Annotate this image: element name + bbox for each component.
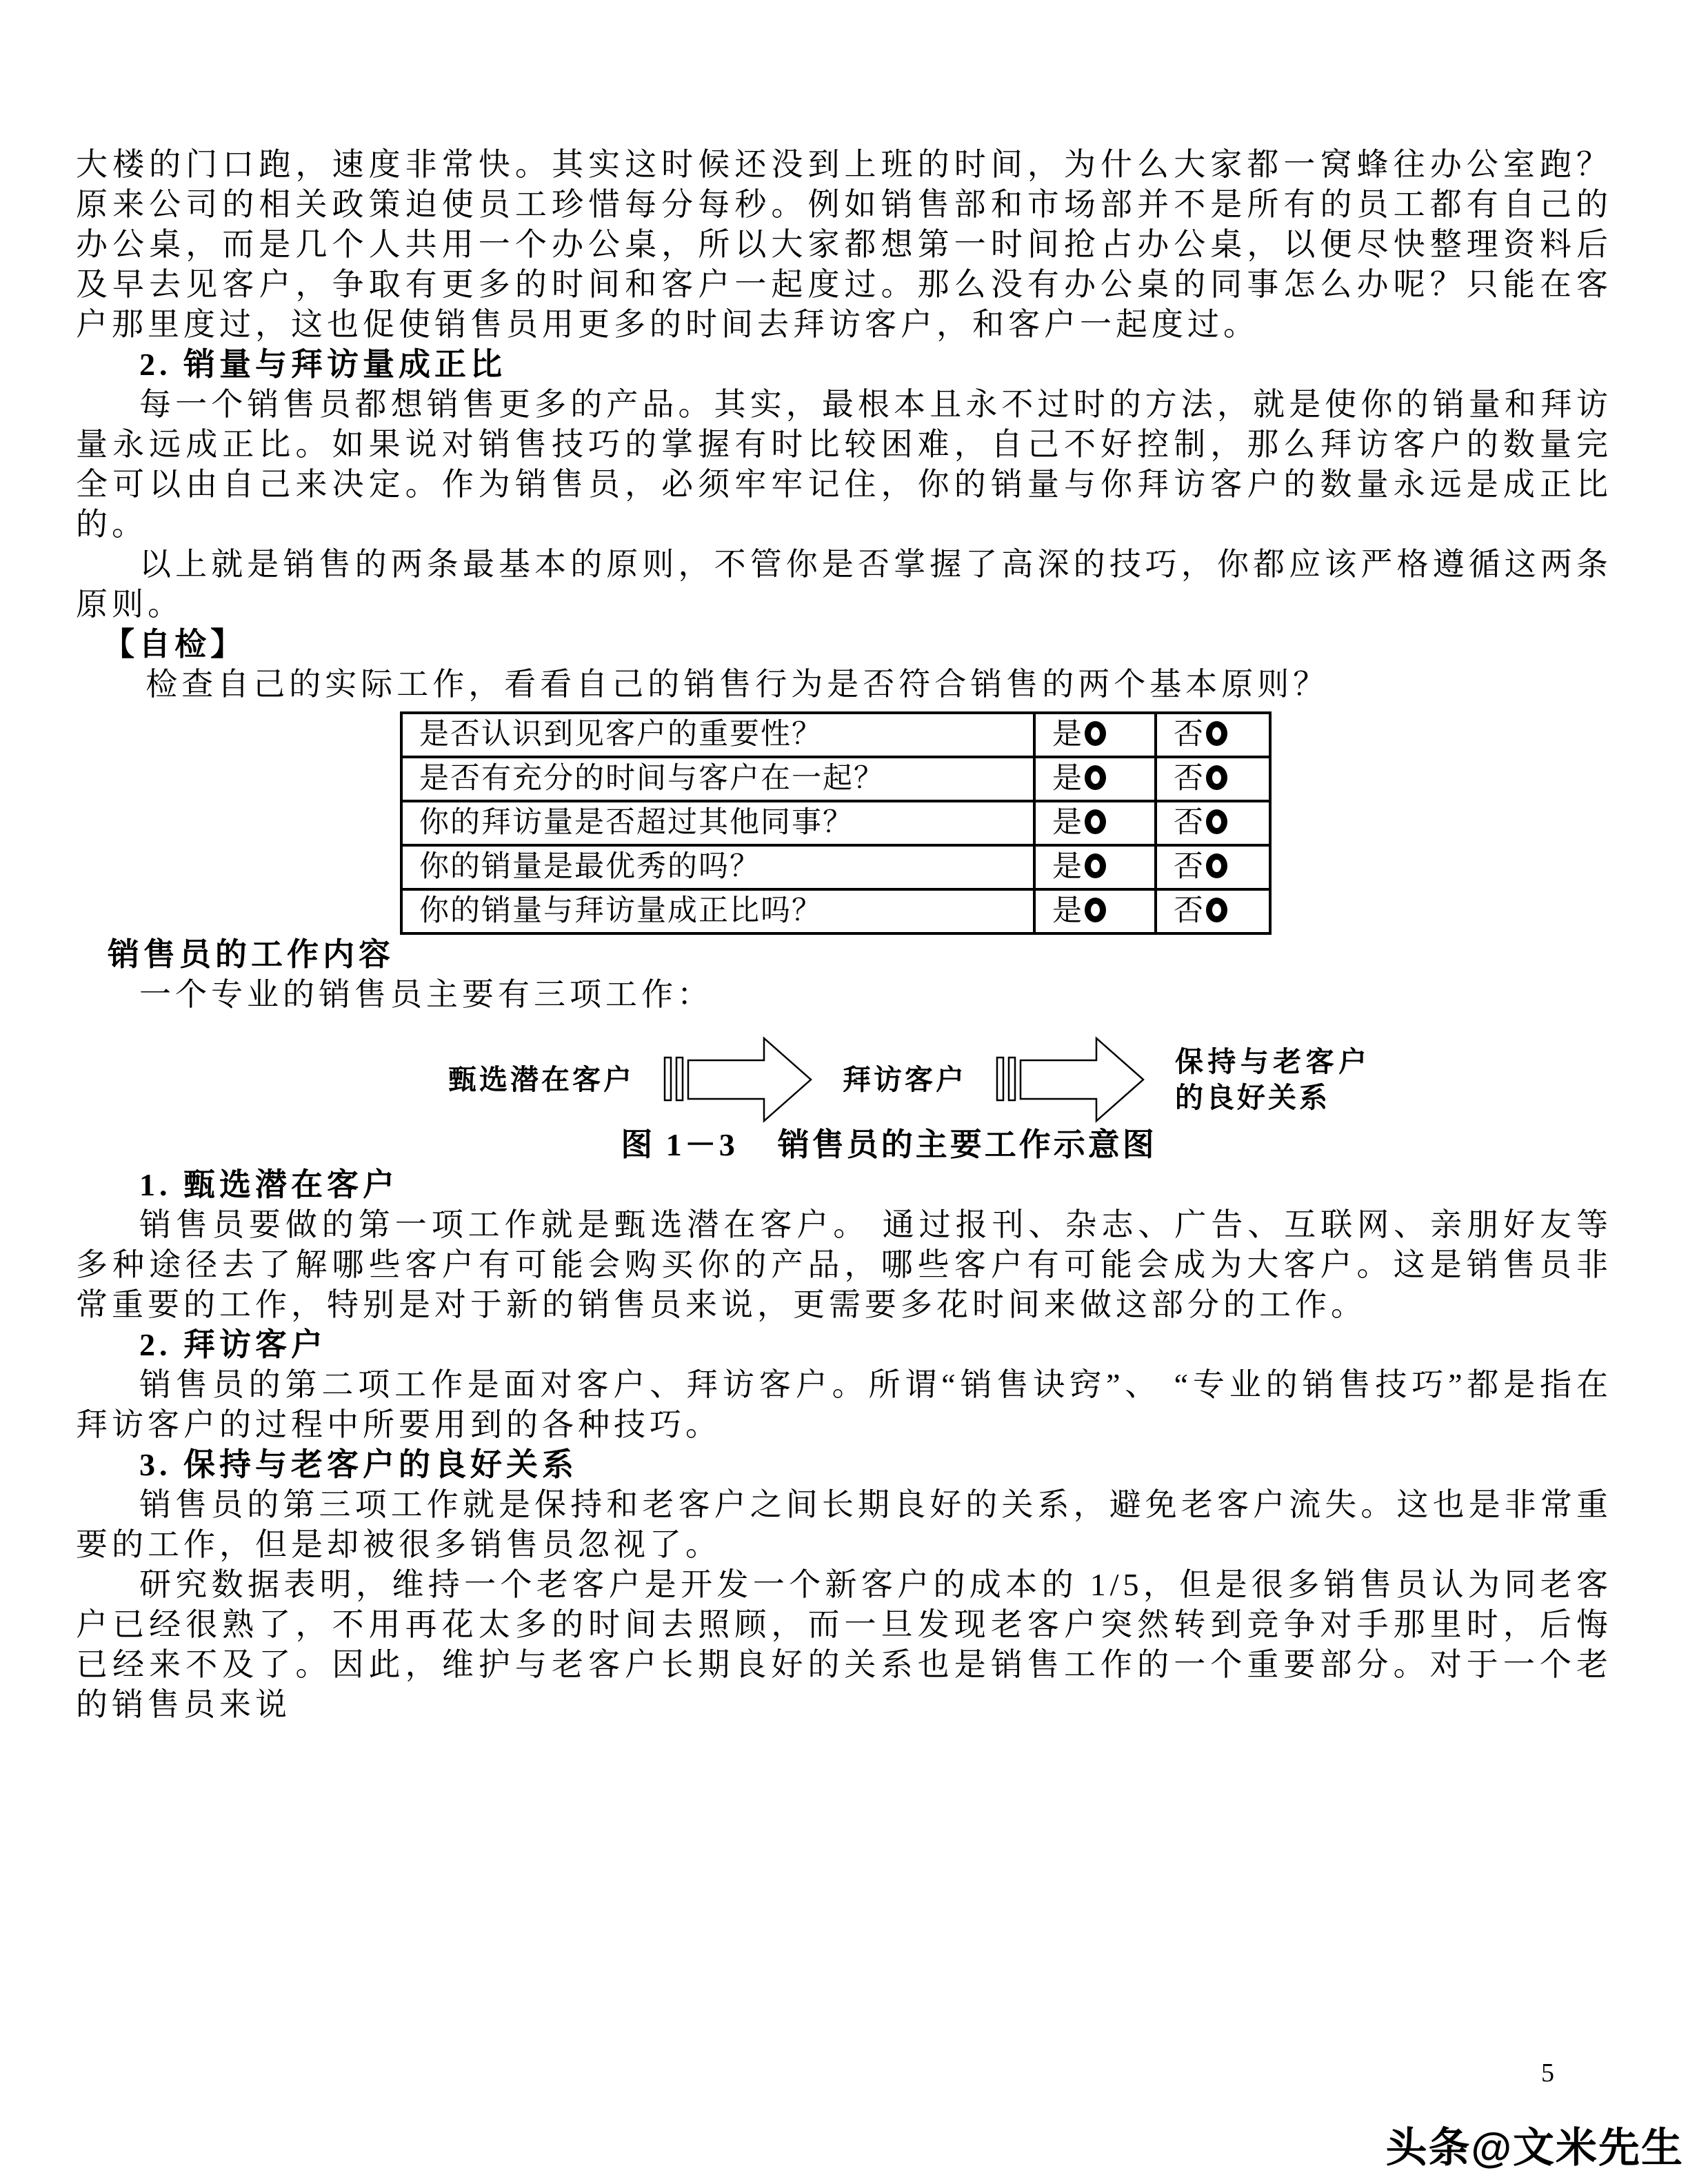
no-cell — [1156, 801, 1270, 845]
yes-label: 是 — [1052, 895, 1083, 927]
page-number: 5 — [1541, 2059, 1554, 2087]
no-radio-icon[interactable] — [1206, 721, 1227, 746]
diagram-node-visit: 拜访客户 — [843, 1064, 967, 1095]
diagram-node-prospect: 甄选潜在客户 — [448, 1064, 634, 1095]
no-label: 否 — [1174, 807, 1205, 839]
no-label: 否 — [1174, 762, 1205, 795]
no-cell — [1156, 757, 1270, 801]
yes-cell — [1034, 845, 1156, 889]
yes-label: 是 — [1052, 762, 1083, 795]
no-radio-icon[interactable] — [1206, 898, 1227, 922]
no-label: 否 — [1174, 851, 1205, 883]
question-cell: 你的销量与拜访量成正比吗？ — [401, 889, 1034, 933]
diagram-node-retain: 保持与老客户的良好关系 — [1175, 1046, 1369, 1113]
question-cell: 是否有充分的时间与客户在一起？ — [401, 757, 1034, 801]
figure-label: 图 1－3 — [621, 1127, 738, 1162]
yes-radio-icon[interactable] — [1085, 898, 1106, 922]
item1-heading: 1. 甄选潜在客户 — [139, 1167, 399, 1202]
section2-heading: 2. 销量与拜访量成正比 — [139, 347, 506, 382]
item3-heading: 3. 保持与老客户的良好关系 — [139, 1447, 578, 1482]
table-row — [401, 801, 1270, 845]
no-radio-icon[interactable] — [1206, 853, 1227, 878]
item2-heading: 2. 拜访客户 — [139, 1327, 327, 1362]
yes-radio-icon[interactable] — [1085, 721, 1106, 746]
no-cell — [1156, 713, 1270, 757]
yes-radio-icon[interactable] — [1085, 809, 1106, 834]
table-row — [401, 889, 1270, 933]
question-cell: 你的拜访量是否超过其他同事？ — [401, 801, 1034, 845]
yes-cell — [1034, 713, 1156, 757]
intro-paragraph: 大楼的门口跑，速度非常快。其实这时候还没到上班的时间，为什么大家都一窝蜂往办公室跑？原来公司的相关政策迫使员工珍惜每分每秒。例如销售部和市场部并不是所有的员工都有自己的办公桌，而是几个人共用一个办公桌，所以大家都想第一时间抢占办公桌，以便尽快整理资料后及早去见客户，争取有更多的时间和客户一起度过。那么没有办公桌的同事怎么办呢？只能在客户那里度过，这也促使销售员用更多的时间去拜访客户，和客户一起度过。 — [76, 147, 1612, 342]
table-row — [401, 757, 1270, 801]
yes-radio-icon[interactable] — [1085, 853, 1106, 878]
item3-paragraph-2: 研究数据表明，维持一个老客户是开发一个新客户的成本的 1/5，但是很多销售员认为同老客户已经很熟了，不用再花太多的时间去照顾，而一旦发现老客户突然转到竞争对手那里时，后悔已经来不及了。因此，维护与老客户长期良好的关系也是销售工作的一个重要部分。对于一个老的销售员来说 — [76, 1567, 1612, 1722]
yes-radio-icon[interactable] — [1085, 765, 1106, 790]
section2-paragraph-1: 每一个销售员都想销售更多的产品。其实，最根本且永不过时的方法，就是使你的销量和拜访量永远成正比。如果说对销售技巧的掌握有时比较困难，自己不好控制，那么拜访客户的数量完全可以由自己来决定。作为销售员，必须牢牢记住，你的销量与你拜访客户的数量永远是成正比的。 — [76, 387, 1612, 542]
no-radio-icon[interactable] — [1206, 809, 1227, 834]
no-label: 否 — [1174, 718, 1205, 751]
question-cell: 是否认识到见客户的重要性？ — [401, 713, 1034, 757]
flow-arrow-icon — [663, 1034, 814, 1125]
watermark: 头条@文米先生 — [1385, 2125, 1684, 2171]
table-row — [401, 713, 1270, 757]
self-check-intro: 检查自己的实际工作，看看自己的销售行为是否符合销售的两个基本原则？ — [145, 667, 1329, 702]
self-check-table — [400, 711, 1272, 935]
item3-paragraph-1: 销售员的第三项工作就是保持和老客户之间长期良好的关系，避免老客户流失。这也是非常重要的工作，但是却被很多销售员忽视了。 — [76, 1487, 1612, 1562]
no-cell — [1156, 889, 1270, 933]
yes-label: 是 — [1052, 718, 1083, 751]
self-check-label: 【自检】 — [103, 627, 247, 662]
figure-title: 销售员的主要工作示意图 — [777, 1127, 1157, 1162]
flow-arrow-icon — [996, 1034, 1146, 1125]
yes-label: 是 — [1052, 807, 1083, 839]
item2-paragraph: 销售员的第二项工作是面对客户、拜访客户。所谓“销售诀窍”、 “专业的销售技巧”都是指在拜访客户的过程中所要用到的各种技巧。 — [76, 1367, 1612, 1442]
yes-cell — [1034, 757, 1156, 801]
question-cell: 你的销量是最优秀的吗？ — [401, 845, 1034, 889]
yes-cell — [1034, 889, 1156, 933]
no-radio-icon[interactable] — [1206, 765, 1227, 790]
yes-label: 是 — [1052, 851, 1083, 883]
yes-cell — [1034, 801, 1156, 845]
workflow-diagram — [448, 1034, 1612, 1125]
figure-caption — [76, 1125, 1612, 1165]
no-label: 否 — [1174, 895, 1205, 927]
item1-paragraph: 销售员要做的第一项工作就是甄选潜在客户。 通过报刊、杂志、广告、互联网、亲朋好友等多种途径去了解哪些客户有可能会购买你的产品，哪些客户有可能会成为大客户。这是销售员非常重要的工作，特别是对于新的销售员来说，更需要多花时间来做这部分的工作。 — [76, 1207, 1612, 1322]
table-row — [401, 845, 1270, 889]
work-content-heading: 销售员的工作内容 — [108, 937, 394, 972]
no-cell — [1156, 845, 1270, 889]
work-content-intro: 一个专业的销售员主要有三项工作： — [139, 977, 713, 1012]
section2-paragraph-2: 以上就是销售的两条最基本的原则，不管你是否掌握了高深的技巧，你都应该严格遵循这两条原则。 — [76, 547, 1612, 622]
